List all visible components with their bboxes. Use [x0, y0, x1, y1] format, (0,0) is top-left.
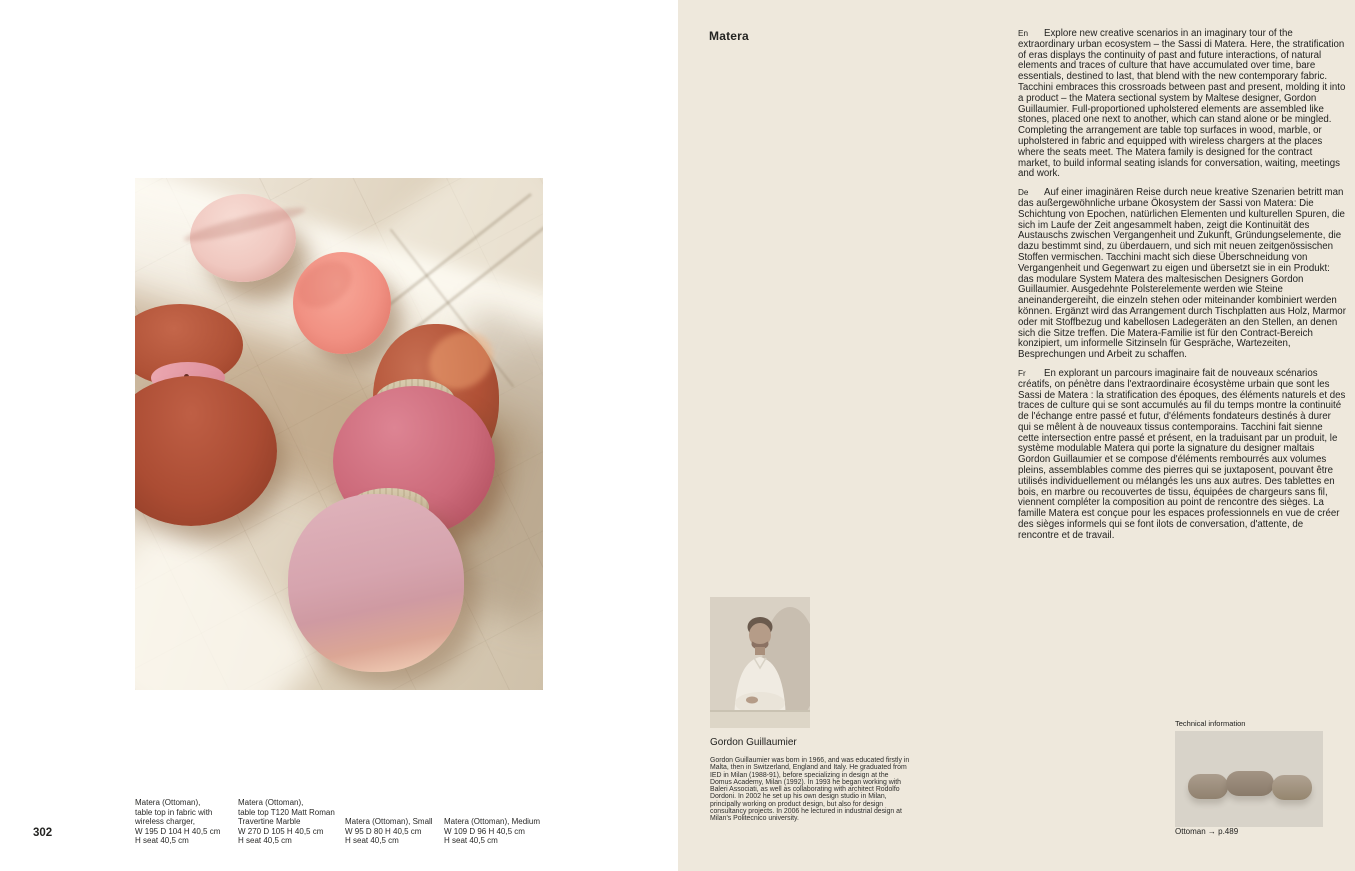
spec-column-2 — [238, 798, 335, 846]
right-page — [678, 0, 1355, 871]
product-photo — [135, 178, 543, 690]
paragraph-en — [1018, 29, 1346, 180]
technical-caption-page-ref: Ottoman → p.489 — [1175, 827, 1239, 836]
spec-column-3 — [345, 817, 433, 846]
ottoman-render-right — [1272, 775, 1312, 800]
ottoman-pale-pink — [190, 194, 296, 282]
spec-line: H seat 40,5 cm — [345, 836, 399, 846]
page-number: 302 — [33, 827, 53, 839]
designer-name: Gordon Guillaumier — [710, 737, 797, 748]
paragraph-en-text: Explore new creative scenarios in an imaginary tour of the extraordinary urban ecosystem – the Sassi di Matera. Here, the stratification of eras displays the continuity of past and future interactions, of natural elements and traces of culture that have accumulated over time, bare essentials, destined to last, that blend with the new contemporary fabric. Tacchini embraces this crossroads between past and present, molding it into a product – the Matera sectional system by Maltese designer, Gordon Guillaumier. Full-proportioned upholstered elements are assembled like stones, placed one next to another, which can stand alone or be mingled. Completing the arrangement are table top surfaces in wood, marble, or upholstered in fabric and equipped with wireless chargers at the places where the seats meet. The Matera family is designed for the contract market, to build informal seating islands for conversation, waiting, meetings and work. — [1018, 28, 1346, 180]
spec-column-4 — [444, 817, 540, 846]
ottoman-render-left — [1188, 774, 1228, 799]
spec-line: Matera (Ottoman), Small — [345, 817, 433, 827]
language-label-fr: Fr — [1018, 368, 1026, 378]
language-label-de: De — [1018, 188, 1029, 198]
spec-line: H seat 40,5 cm — [135, 836, 189, 846]
spec-line: H seat 40,5 cm — [444, 836, 498, 846]
ottoman-row-render — [1188, 771, 1310, 801]
spec-line: W 270 D 105 H 40,5 cm — [238, 826, 324, 836]
spec-line: W 95 D 80 H 40,5 cm — [345, 826, 422, 836]
language-label-en: En — [1018, 29, 1029, 38]
spec-line: Matera (Ottoman), Medium — [444, 817, 541, 827]
paragraph-fr — [1018, 369, 1346, 542]
paragraph-de — [1018, 188, 1346, 361]
product-title: Matera — [709, 29, 749, 43]
spec-line: W 195 D 104 H 40,5 cm — [135, 826, 221, 836]
paragraph-fr-text: En explorant un parcours imaginaire fait de nouveaux scénarios créatifs, on pénètre dans l'extraordinaire écosystème urbain que sont les Sassi de Matera : la stratification des époques, des éléments naturels et des traces de culture qui se sont accumulés au fil du temps montre la continuité de l'échange entre passé et futur, d'éléments fondateurs destinés à durer qui se mêlent à de nouveaux tissus contemporains. Tacchini fait sienne cette intersection entre passé et présent, en la traduisant par un produit, le système modulable Matera qui porte la signature du designer maltais Gordon Guillaumier et se compose d'éléments rembourrés aux volumes pleins, assemblables comme des pierres qui se juxtaposent, pouvant être utilisés individuellement ou mélangés les uns aux autres. Des tablettes en bois, en marbre ou recouvertes de tissu, équipées de chargeurs sans fil, viennent compléter la composition au point de rencontre des sièges. La famille Matera est conçue pour les espaces professionnels en vue de créer des sièges informels qui se font ilots de conversation, d'attente, de rencontre et de travail. — [1018, 367, 1346, 541]
spec-line: H seat 40,5 cm — [238, 836, 292, 846]
technical-information-heading: Technical information — [1175, 719, 1246, 728]
designer-bio: Gordon Guillaumier was born in 1966, and was educated firstly in Malta, then in Switzerland, England and Italy. He graduated from IED in Milan (1988-91), before specializing in design at the Domus Academy, Milan (1992). In 1993 he began working with Baleri Associati, as well as collaborating with architect Rodolfo Dordoni. In 2002 he set up his own design studio in Milan, principally working on product design, but also for design consultancy projects. In 2006 he lectured in industrial design at Milan's Politecnico university. — [710, 757, 910, 823]
paragraph-de-text: Auf einer imaginären Reise durch neue kreative Szenarien betritt man das außergewöhnliche urbane Ökosystem der Sassi von Matera: Die Schichtung von Epochen, natürlichen Elementen und kulturellen Spuren, die sich im Laufe der Zeit angesammelt haben, zeigt die Kontinuität des Austauschs zwischen Vergangenheit und Zukunft, Gründungselemente, die dazu bestimmt sind, zu überdauern, und sich mit neuen zeitgenössischen Stoffen vermischen. Tacchini macht sich diese Überschneidung von Vergangenheit und Gegenwart zu eigen und übersetzt sie in ein Produkt: das modulare System Matera des maltesischen Designers Gordon Guillaumier. Ausgedehnte Polsterelemente werden wie Steine aneinandergereiht, die einzeln stehen oder miteinander kombiniert werden können. Ergänzt wird das Arrangement durch Tischplatten aus Holz, Marmor oder mit Stoffbezug und kabellosen Ladegeräten an den Stellen, an denen sich die Sitze treffen. Die Matera-Familie ist für den Contract-Bereich konzipiert, um informelle Sitzinseln für Gespräche, Wartezeiten, Besprechungen und Arbeit zu schaffen. — [1018, 187, 1346, 361]
spec-line: wireless charger, — [135, 817, 196, 827]
spec-line: Travertine Marble — [238, 817, 301, 827]
spec-column-1 — [135, 798, 220, 846]
spec-line: Matera (Ottoman), — [135, 798, 201, 808]
spec-line: table top T120 Matt Roman — [238, 807, 335, 817]
designer-portrait-photo — [710, 597, 810, 728]
description-column — [1018, 29, 1346, 550]
ottoman-salmon — [293, 252, 391, 354]
spec-line: Matera (Ottoman), — [238, 798, 304, 808]
ottoman-render-middle — [1226, 771, 1274, 796]
designer-portrait-illustration — [710, 597, 810, 728]
spec-line: W 109 D 96 H 40,5 cm — [444, 826, 525, 836]
technical-diagram-box — [1175, 731, 1323, 827]
spec-line: table top in fabric with — [135, 807, 213, 817]
ottoman-light-pink-front — [288, 494, 464, 672]
